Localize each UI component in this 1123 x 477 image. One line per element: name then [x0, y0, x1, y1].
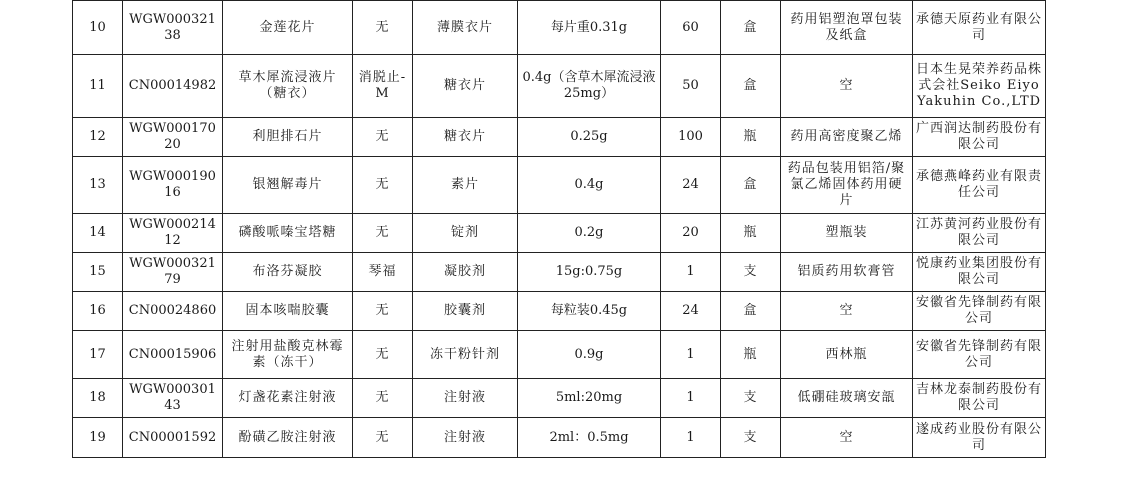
table-row	[73, 331, 1046, 379]
packaging-cell: 药用铝塑泡罩包装及纸盒	[781, 1, 913, 55]
drug-name-cell: 注射用盐酸克林霉素（冻干）	[223, 331, 353, 379]
row-number-cell: 13	[73, 157, 123, 214]
row-number-cell: 14	[73, 214, 123, 253]
quantity-cell: 1	[661, 418, 721, 458]
drug-code-cell: WGW00017020	[123, 118, 223, 157]
dosage-form-cell: 注射液	[413, 379, 518, 418]
table-row	[73, 379, 1046, 418]
brand-name-cell: 无	[353, 292, 413, 331]
specification-cell: 15g:0.75g	[518, 253, 661, 292]
row-number-cell: 15	[73, 253, 123, 292]
packaging-cell: 空	[781, 292, 913, 331]
drug-code-cell: CN00001592	[123, 418, 223, 458]
quantity-cell: 60	[661, 1, 721, 55]
specification-cell: 0.4g	[518, 157, 661, 214]
specification-cell: 每粒装0.45g	[518, 292, 661, 331]
dosage-form-cell: 凝胶剂	[413, 253, 518, 292]
unit-cell: 瓶	[721, 331, 781, 379]
row-number-cell: 12	[73, 118, 123, 157]
drug-name-cell: 草木犀流浸液片（糖衣）	[223, 55, 353, 118]
drug-code-cell: WGW00019016	[123, 157, 223, 214]
dosage-form-cell: 锭剂	[413, 214, 518, 253]
row-number-cell: 19	[73, 418, 123, 458]
row-number-cell: 16	[73, 292, 123, 331]
quantity-cell: 100	[661, 118, 721, 157]
brand-name-cell: 无	[353, 157, 413, 214]
packaging-cell: 药用高密度聚乙烯	[781, 118, 913, 157]
row-number-cell: 17	[73, 331, 123, 379]
specification-cell: 每片重0.31g	[518, 1, 661, 55]
drug-code-cell: WGW00032138	[123, 1, 223, 55]
drug-name-cell: 银翘解毒片	[223, 157, 353, 214]
dosage-form-cell: 胶囊剂	[413, 292, 518, 331]
packaging-cell: 低硼硅玻璃安瓿	[781, 379, 913, 418]
quantity-cell: 1	[661, 331, 721, 379]
drug-name-cell: 磷酸哌嗪宝塔糖	[223, 214, 353, 253]
unit-cell: 支	[721, 253, 781, 292]
manufacturer-cell: 安徽省先锋制药有限公司	[913, 331, 1046, 379]
manufacturer-cell: 吉林龙泰制药股份有限公司	[913, 379, 1046, 418]
specification-cell: 2ml：0.5mg	[518, 418, 661, 458]
unit-cell: 盒	[721, 55, 781, 118]
manufacturer-cell: 江苏黄河药业股份有限公司	[913, 214, 1046, 253]
manufacturer-cell: 悦康药业集团股份有限公司	[913, 253, 1046, 292]
dosage-form-cell: 冻干粉针剂	[413, 331, 518, 379]
table-row	[73, 1, 1046, 55]
unit-cell: 盒	[721, 1, 781, 55]
row-number-cell: 18	[73, 379, 123, 418]
dosage-form-cell: 注射液	[413, 418, 518, 458]
drug-table	[72, 0, 1046, 458]
unit-cell: 瓶	[721, 118, 781, 157]
drug-name-cell: 固本咳喘胶囊	[223, 292, 353, 331]
specification-cell: 5ml:20mg	[518, 379, 661, 418]
manufacturer-cell: 承德天原药业有限公司	[913, 1, 1046, 55]
row-number-cell: 11	[73, 55, 123, 118]
manufacturer-cell: 承德燕峰药业有限责任公司	[913, 157, 1046, 214]
dosage-form-cell: 糖衣片	[413, 118, 518, 157]
table-body	[73, 1, 1046, 458]
manufacturer-cell: 广西润达制药股份有限公司	[913, 118, 1046, 157]
quantity-cell: 24	[661, 157, 721, 214]
quantity-cell: 24	[661, 292, 721, 331]
brand-name-cell: 消脱止-M	[353, 55, 413, 118]
table-row	[73, 418, 1046, 458]
drug-code-cell: CN00014982	[123, 55, 223, 118]
quantity-cell: 50	[661, 55, 721, 118]
unit-cell: 盒	[721, 157, 781, 214]
dosage-form-cell: 薄膜衣片	[413, 1, 518, 55]
drug-code-cell: WGW00021412	[123, 214, 223, 253]
manufacturer-cell: 安徽省先锋制药有限公司	[913, 292, 1046, 331]
brand-name-cell: 无	[353, 379, 413, 418]
drug-table-container	[72, 0, 1046, 458]
specification-cell: 0.25g	[518, 118, 661, 157]
unit-cell: 支	[721, 418, 781, 458]
drug-name-cell: 灯盏花素注射液	[223, 379, 353, 418]
brand-name-cell: 琴福	[353, 253, 413, 292]
table-row	[73, 55, 1046, 118]
packaging-cell: 药品包装用铝箔/聚氯乙烯固体药用硬片	[781, 157, 913, 214]
brand-name-cell: 无	[353, 331, 413, 379]
specification-cell: 0.2g	[518, 214, 661, 253]
table-row	[73, 214, 1046, 253]
manufacturer-cell: 遂成药业股份有限公司	[913, 418, 1046, 458]
packaging-cell: 空	[781, 418, 913, 458]
table-row	[73, 157, 1046, 214]
packaging-cell: 西林瓶	[781, 331, 913, 379]
quantity-cell: 1	[661, 253, 721, 292]
specification-cell: 0.4g（含草木犀流浸液25mg）	[518, 55, 661, 118]
drug-code-cell: CN00024860	[123, 292, 223, 331]
dosage-form-cell: 糖衣片	[413, 55, 518, 118]
drug-name-cell: 酚磺乙胺注射液	[223, 418, 353, 458]
brand-name-cell: 无	[353, 214, 413, 253]
table-row	[73, 118, 1046, 157]
drug-name-cell: 金莲花片	[223, 1, 353, 55]
dosage-form-cell: 素片	[413, 157, 518, 214]
table-row	[73, 292, 1046, 331]
brand-name-cell: 无	[353, 418, 413, 458]
quantity-cell: 20	[661, 214, 721, 253]
manufacturer-cell: 日本生晃荣养药品株式会社Seiko Eiyo Yakuhin Co.,LTD	[913, 55, 1046, 118]
row-number-cell: 10	[73, 1, 123, 55]
packaging-cell: 空	[781, 55, 913, 118]
unit-cell: 盒	[721, 292, 781, 331]
packaging-cell: 铝质药用软膏管	[781, 253, 913, 292]
brand-name-cell: 无	[353, 118, 413, 157]
drug-code-cell: CN00015906	[123, 331, 223, 379]
drug-name-cell: 利胆排石片	[223, 118, 353, 157]
drug-code-cell: WGW00032179	[123, 253, 223, 292]
unit-cell: 瓶	[721, 214, 781, 253]
drug-name-cell: 布洛芬凝胶	[223, 253, 353, 292]
quantity-cell: 1	[661, 379, 721, 418]
brand-name-cell: 无	[353, 1, 413, 55]
drug-code-cell: WGW00030143	[123, 379, 223, 418]
specification-cell: 0.9g	[518, 331, 661, 379]
table-row	[73, 253, 1046, 292]
packaging-cell: 塑瓶装	[781, 214, 913, 253]
unit-cell: 支	[721, 379, 781, 418]
